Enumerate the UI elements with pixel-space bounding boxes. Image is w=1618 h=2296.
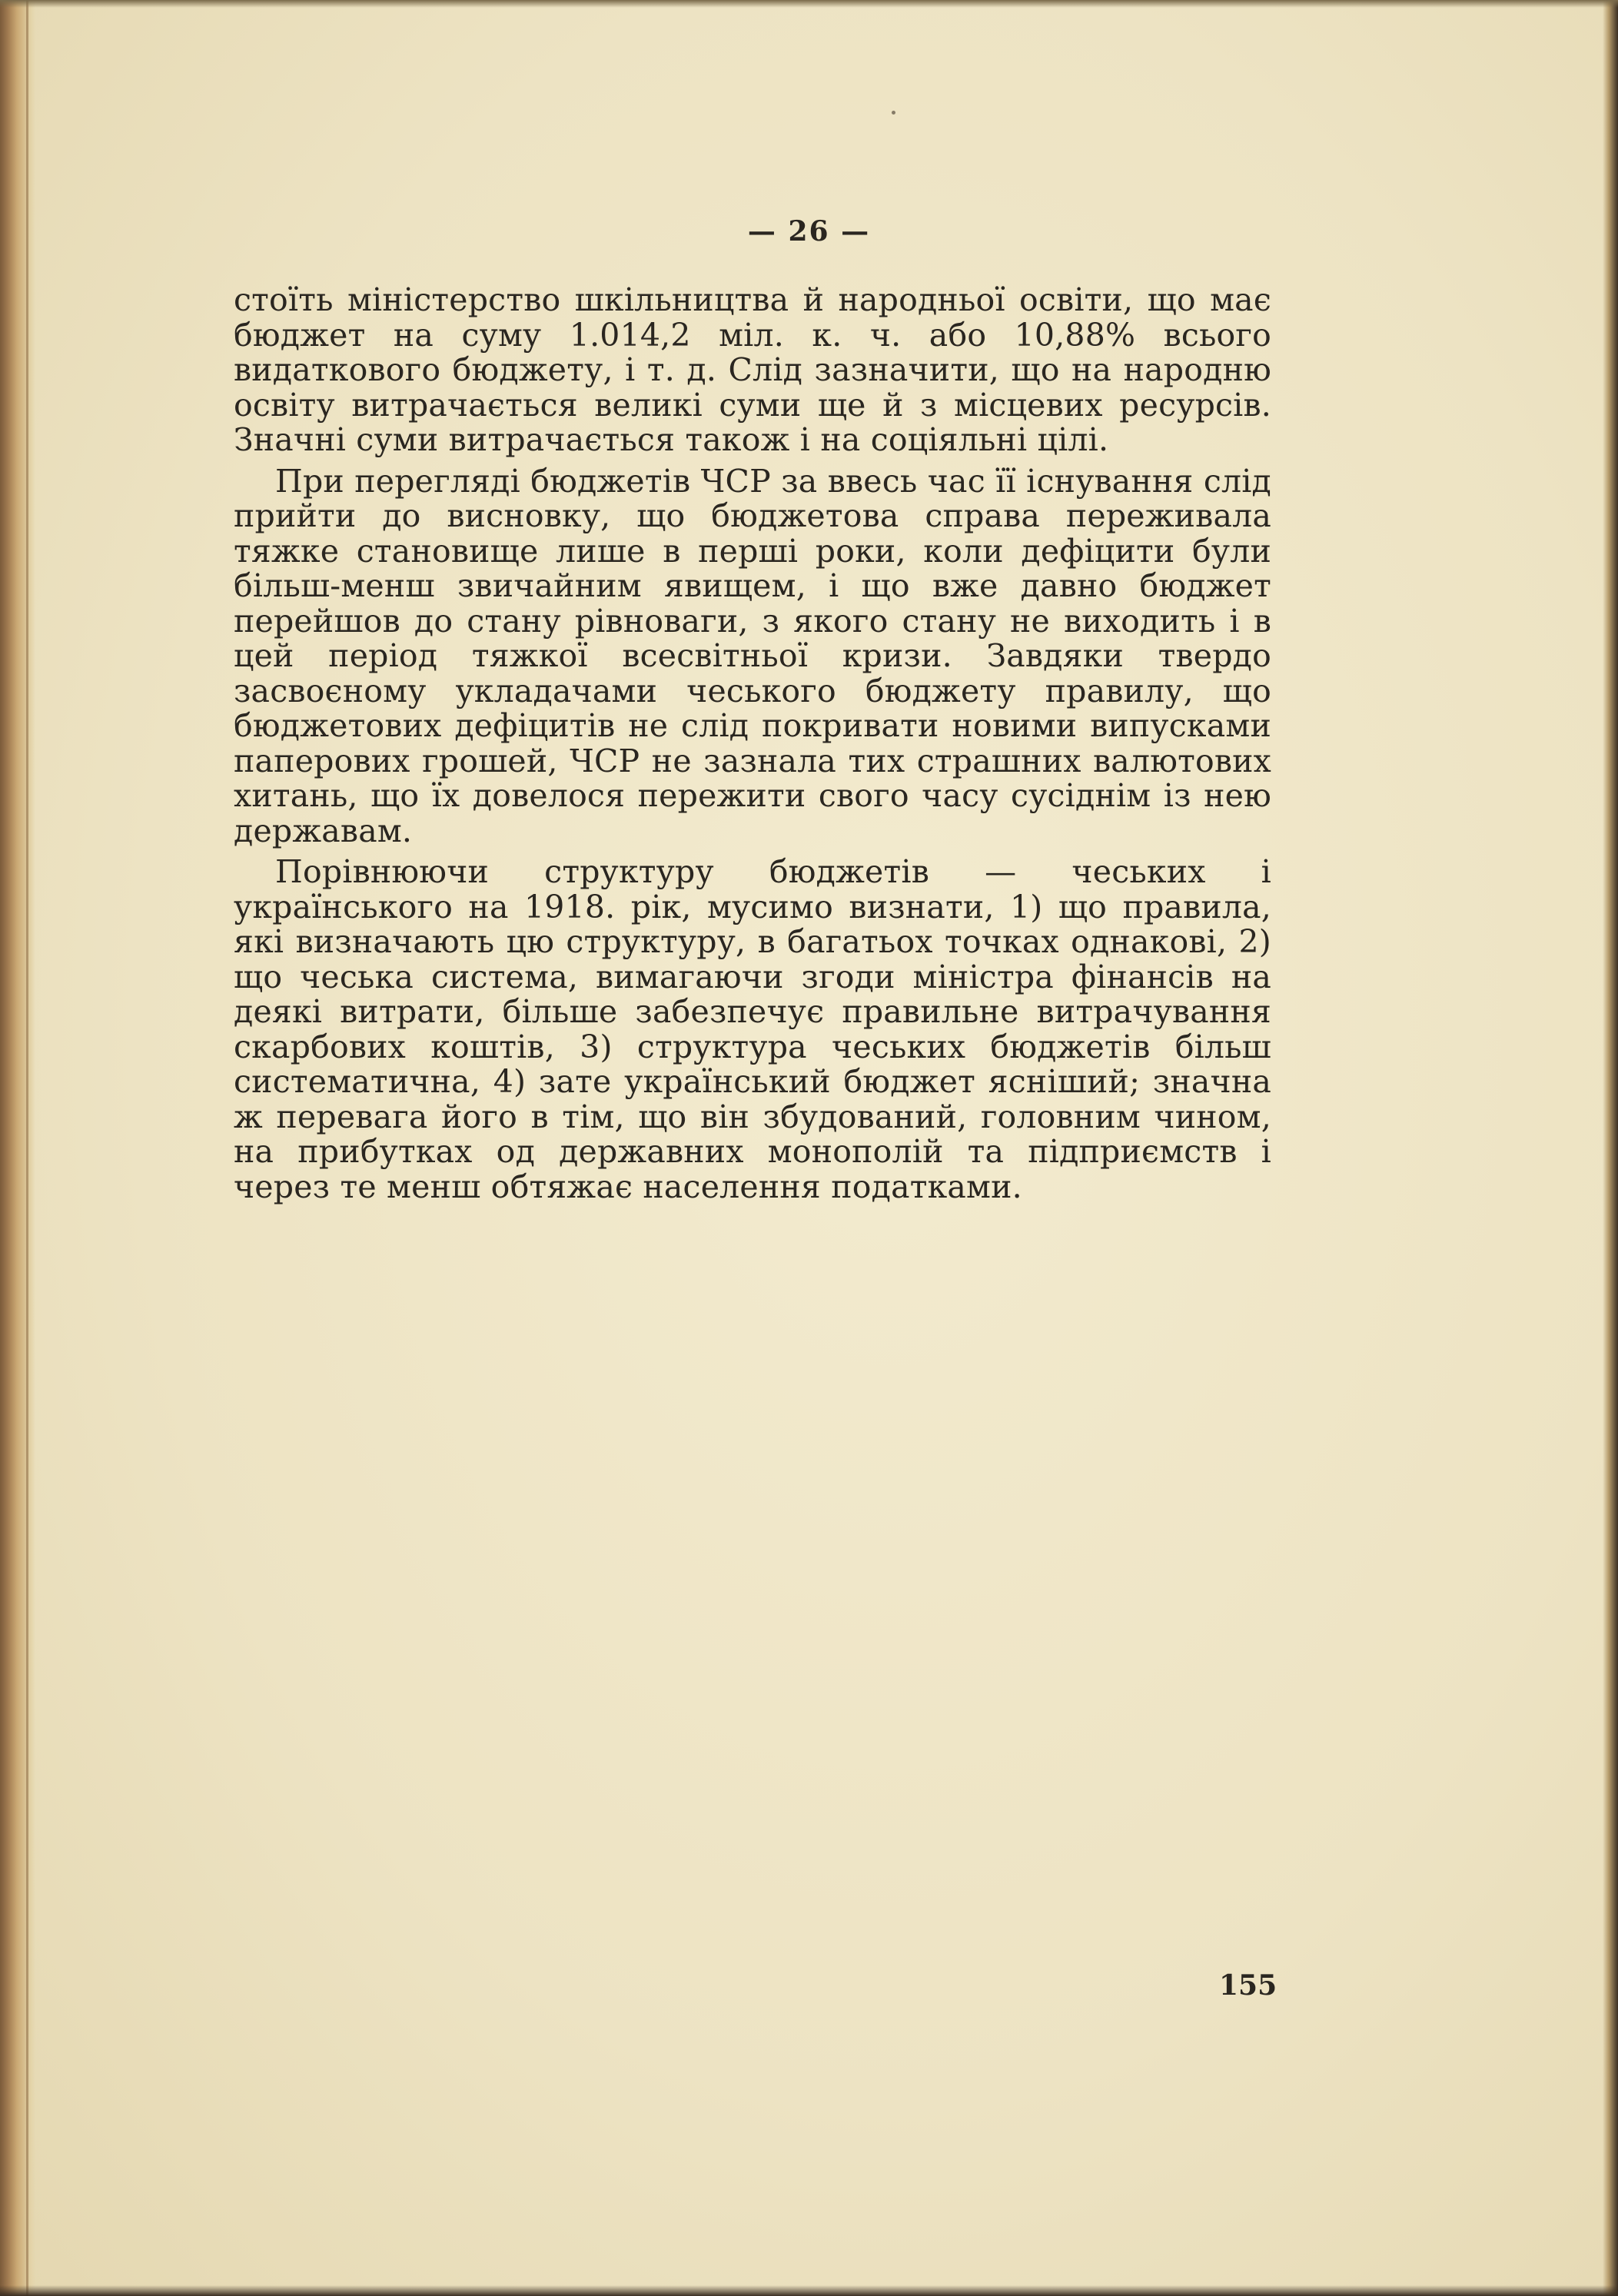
paragraph-2: При перегляді бюджетів ЧСР за ввесь час її існування слід прийти до висновку, що бюджетова справа переживала тяжке становище лише в перші роки, коли дефіцити були більш-менш звичайним явищем, і що вже давно бюджет перейшов до стану рівноваги, з якого стану не виходить і в цей період тяжкої всесвітньої кризи. Завдяки твердо засвоєному укладачами чеського бюджету правилу, що бюджетових дефіцитів не слід покривати новими випусками паперових грошей, ЧСР не зазнала тих страшних валютових хитань, що їх довелося пережити свого часу сусіднім із нею державам. [234,462,1271,849]
body-text [234,283,1271,1204]
binding-edge [0,0,35,2296]
bottom-page-edge [0,2285,1618,2296]
speck-mark [892,111,895,115]
page-number: 155 [1219,1969,1277,2002]
paragraph-1: стоїть міністерство шкільництва й народньої освіти, що має бюджет на суму 1.014,2 міл. к. ч. або 10,88% всього видаткового бюджету, і т. д. Слід зазначити, що на народню освіту витрачається великі суми ще й з місцевих ресурсів. Значні суми витрачається також і на соціяльні цілі. [234,281,1271,458]
running-header: — 26 — [747,215,871,248]
binding-line [26,0,28,2296]
top-page-edge [0,0,1618,8]
right-page-edge [1603,0,1618,2296]
paragraph-3: Порівнюючи структуру бюджетів — чеських і українського на 1918. рік, мусимо визнати, 1) що правила, які визначають цю структуру, в багатьох точках однакові, 2) що чеська система, вимагаючи згоди міністра фінансів на деякі витрати, більше забезпечує правильне витрачування скарбових коштів, 3) структура чеських бюджетів більш систематична, 4) зате український бюджет ясніший; значна ж перевага його в тім, що він збудований, головним чином, на прибутках од державних монополій та підприємств і через те менш обтяжає населення податками. [234,853,1271,1205]
